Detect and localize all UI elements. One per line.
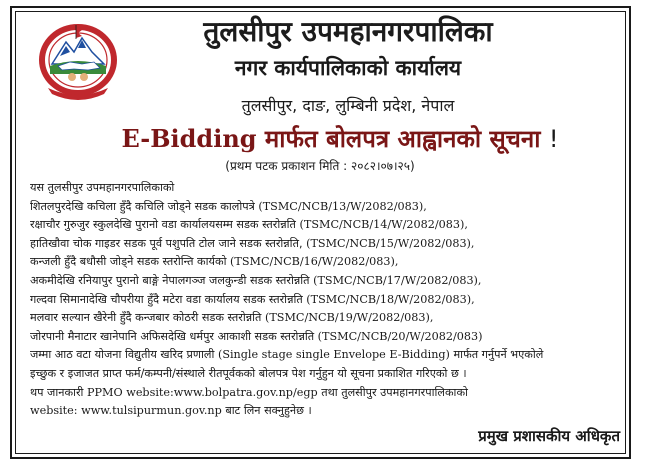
- work-item: [30, 272, 620, 291]
- notice-heading: [60, 122, 620, 155]
- work-reference: (TSMC/NCB/13/W/2082/083),: [258, 199, 427, 213]
- notice-heading-mark: !: [548, 125, 559, 153]
- work-item: [30, 309, 620, 328]
- info-line: [30, 384, 620, 403]
- work-item: [30, 253, 620, 272]
- work-description: अकमीदेखि रनियापुर पुरानो बाङ्गे नेपालगञ्ज जलकुन्डी सडक स्तरोन्नति: [30, 273, 310, 287]
- website-line-tail: बाट लिन सक्नुहुनेछ ।: [225, 404, 312, 418]
- work-reference: (TSMC/NCB/18/W/2082/083),: [306, 292, 475, 306]
- work-reference: (TSMC/NCB/15/W/2082/083),: [306, 236, 475, 250]
- bidding-method-english: (Single stage single Envelope E-Bidding): [217, 348, 450, 362]
- work-reference: (TSMC/NCB/20/W/2082/083): [317, 329, 483, 343]
- notice-heading-text: मार्फत बोलपत्र आह्वानको सूचना: [264, 125, 541, 153]
- bidding-method-tail: मार्फत गर्नुपर्ने भएकोले: [453, 348, 544, 362]
- work-description: शितलपुरदेखि कचिला हुँदै कचिलि जोड्ने सडक कालोपत्रे: [30, 199, 255, 213]
- work-reference: (TSMC/NCB/17/W/2082/083),: [313, 273, 482, 287]
- organization-title: तुलसीपुर उपमहानगरपालिका: [203, 15, 493, 48]
- work-reference: (TSMC/NCB/19/W/2082/083),: [264, 311, 434, 325]
- work-reference: (TSMC/NCB/14/W/2082/083),: [299, 218, 468, 232]
- municipality-website-link[interactable]: website: www.tulsipurmun.gov.np: [30, 404, 222, 418]
- publication-date: (प्रथम पटक प्रकाशन मिति : २०८२।०७।२५): [225, 159, 415, 173]
- work-item: [30, 328, 620, 347]
- work-description: रक्षाचौर गुरुजुर स्कुलदेखि पुरानो वडा कार्यालयसम्म सडक स्तरोन्नति: [30, 218, 296, 232]
- work-description: हातिखौवा चोक गाइडर सडक पूर्व पशुपति टोल जाने सडक स्तरोन्नति,: [30, 236, 303, 250]
- invitation-line: इच्छुक र इजाजत प्राप्त फर्म/कम्पनी/संस्थाले रीतपूर्वकको बोलपत्र पेश गर्नुहुन यो सूचना प्रकाशित गरिएको छ ।: [30, 366, 467, 380]
- work-description: गल्दवा सिमानादेखि चौपरीया हुँदै मटेरा वडा कार्यालय सडक स्तरोन्नति: [30, 292, 303, 306]
- intro-line: यस तुलसीपुर उपमहानगरपालिकाको: [30, 181, 175, 194]
- work-description: कन्जली हुँदै बधौसी जोड्ने सडक स्तरोन्ति कार्यको: [30, 255, 227, 269]
- nepal-emblem-icon: [36, 22, 120, 100]
- notice-heading-latin: E-Bidding: [121, 124, 257, 153]
- ppmo-website-link[interactable]: PPMO website:www.bolpatra.gov.np/egp: [87, 385, 318, 399]
- notice-body: [30, 179, 620, 421]
- signatory-title: प्रमुख प्रशासकीय अधिकृत: [478, 427, 620, 445]
- info-text: थप जानकारी: [30, 385, 84, 399]
- website-line: [30, 402, 620, 421]
- bidding-method-line: [30, 346, 620, 365]
- bidding-method-text: जम्मा आठ वटा योजना विद्युतीय खरिद प्रणाली: [30, 348, 215, 362]
- work-item: [30, 235, 620, 254]
- work-item: [30, 198, 620, 217]
- info-text-tail: तथा तुलसीपुर उपमहानगरपालिकाको: [321, 385, 468, 399]
- work-description: जोरपानी मैनाटार खानेपानि अफिसदेखि धर्मपुर आकाशी सडक स्तरोन्नति: [30, 329, 315, 343]
- work-item: [30, 216, 620, 235]
- office-title: नगर कार्यपालिकाको कार्यालय: [234, 56, 462, 80]
- office-address: तुलसीपुर, दाङ, लुम्बिनी प्रदेश, नेपाल: [241, 96, 455, 115]
- work-item: [30, 291, 620, 310]
- work-reference: (TSMC/NCB/16/W/2082/083),: [230, 255, 399, 269]
- work-description: मलवार सल्यान खैरेनी हुँदै कन्जबार कोठरी सडक स्तरोन्नति: [30, 311, 262, 325]
